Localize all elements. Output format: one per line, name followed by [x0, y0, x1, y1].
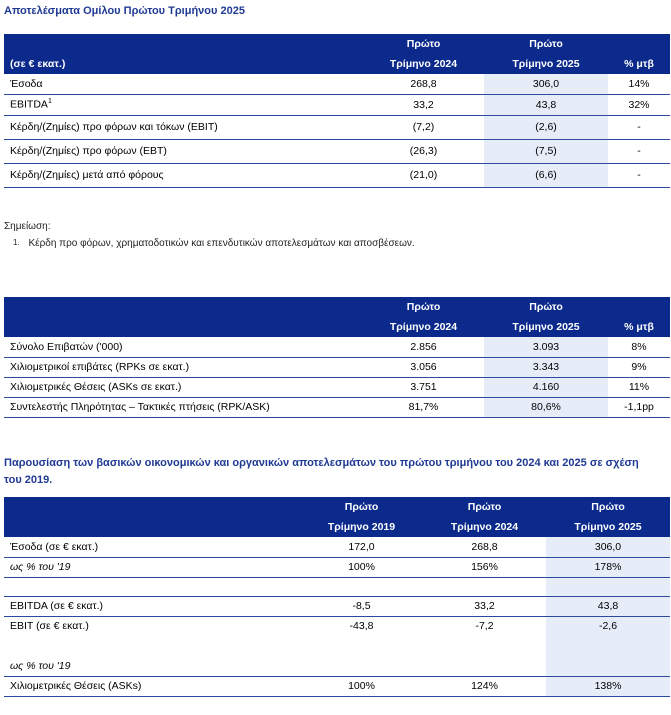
table-row — [4, 377, 670, 397]
col-header: Πρώτο — [300, 497, 423, 517]
cell: 33,2 — [363, 94, 484, 115]
col-header: Πρώτο — [363, 34, 484, 54]
cell: 178% — [546, 557, 670, 577]
table-row — [4, 139, 670, 163]
cell: -2,6 — [546, 616, 670, 636]
table-row — [4, 357, 670, 377]
table-header-row — [4, 497, 670, 517]
col-header: Πρώτο — [484, 297, 608, 317]
cell: -8,5 — [300, 596, 423, 616]
cell: - — [608, 163, 670, 187]
cell: 100% — [300, 557, 423, 577]
cell: 306,0 — [484, 74, 608, 94]
note-heading: Σημείωση: — [4, 221, 51, 232]
row-label: ως % του '19 — [4, 656, 300, 676]
row-label: Κέρδη/(Ζημίες) προ φόρων (EBT) — [4, 139, 363, 163]
row-label: Έσοδα (σε € εκατ.) — [4, 537, 300, 557]
row-label: Συντελεστής Πληρότητας – Τακτικές πτήσεις (RPK/ASK) — [4, 397, 363, 417]
cell: 124% — [423, 676, 546, 696]
cell: 80,6% — [484, 397, 608, 417]
cell: 156% — [423, 557, 546, 577]
footnote — [13, 238, 415, 249]
cell: 3.751 — [363, 377, 484, 397]
row-label: Έσοδα — [4, 74, 363, 94]
col-header: Πρώτο — [363, 297, 484, 317]
row-label: Χιλιομετρικοί επιβάτες (RPKs σε εκατ.) — [4, 357, 363, 377]
col-header: Τρίμηνο 2019 — [300, 517, 423, 537]
table-row — [4, 596, 670, 616]
spacer-row — [4, 636, 670, 656]
traffic-table — [4, 297, 670, 418]
col-header: Πρώτο — [546, 497, 670, 517]
table-row — [4, 616, 670, 636]
col-header: Τρίμηνο 2025 — [484, 317, 608, 337]
cell: 43,8 — [484, 94, 608, 115]
row-label: EBIT (σε € εκατ.) — [10, 620, 89, 633]
cell: 268,8 — [363, 74, 484, 94]
cell: -43,8 — [349, 620, 374, 633]
unit-label: (σε € εκατ.) — [4, 54, 363, 74]
cell: (7,2) — [363, 115, 484, 139]
cell: 3.056 — [363, 357, 484, 377]
table-header-row — [4, 34, 670, 54]
row-label: Κέρδη/(Ζημίες) προ φόρων και τόκων (EBIT) — [4, 115, 363, 139]
row-label: ως % του '19 — [4, 557, 300, 577]
cell: 11% — [608, 377, 670, 397]
cell: 81,7% — [363, 397, 484, 417]
cell: 8% — [608, 337, 670, 357]
table1-title: Αποτελέσματα Ομίλου Πρώτου Τριμήνου 2025 — [4, 5, 245, 17]
cell: 268,8 — [423, 537, 546, 557]
table-row — [4, 74, 670, 94]
col-header: Τρίμηνο 2024 — [363, 54, 484, 74]
table-row — [4, 337, 670, 357]
col-header: % μτβ — [608, 54, 670, 74]
table-row — [4, 656, 670, 676]
table3-title: Παρουσίαση των βασικών οικονομικών και οργανικών αποτελεσμάτων του πρώτου τριμήνου του 2024 και 2025 σε σχέση του 2019. — [4, 457, 639, 486]
cell — [300, 656, 423, 676]
col-header: % μτβ — [608, 317, 670, 337]
col-header: Τρίμηνο 2025 — [546, 517, 670, 537]
row-label: Κέρδη/(Ζημίες) μετά από φόρους — [4, 163, 363, 187]
col-header: Τρίμηνο 2025 — [484, 54, 608, 74]
row-label: Χιλιομετρικές Θέσεις (ASKs σε εκατ.) — [4, 377, 363, 397]
row-label: Σύνολο Επιβατών ('000) — [4, 337, 363, 357]
row-label: EBITDA (σε € εκατ.) — [4, 596, 300, 616]
cell: 100% — [300, 676, 423, 696]
results-table — [4, 34, 670, 188]
cell: 9% — [608, 357, 670, 377]
col-header: Πρώτο — [423, 497, 546, 517]
cell: 172,0 — [300, 537, 423, 557]
cell: (7,5) — [484, 139, 608, 163]
comparison-table — [4, 497, 670, 697]
cell: - — [608, 115, 670, 139]
cell: -7,2 — [475, 620, 494, 633]
cell: (6,6) — [484, 163, 608, 187]
cell: 33,2 — [423, 596, 546, 616]
cell: 4.160 — [484, 377, 608, 397]
cell: 32% — [608, 94, 670, 115]
table-header-row — [4, 54, 670, 74]
col-header: Πρώτο — [484, 34, 608, 54]
cell: 43,8 — [546, 596, 670, 616]
footnote-marker: 1 — [47, 98, 52, 106]
cell: (2,6) — [484, 115, 608, 139]
footnote-text: Κέρδη προ φόρων, χρηματοδοτικών και επενδυτικών αποτελεσμάτων και αποσβέσεων. — [28, 238, 415, 249]
footnote-number: 1. — [13, 238, 20, 247]
table-row — [4, 94, 670, 115]
table-row — [4, 537, 670, 557]
cell: - — [608, 139, 670, 163]
row-label: Χιλιομετρικές Θέσεις (ASKs) — [4, 676, 300, 696]
table-row — [4, 163, 670, 187]
cell: 138% — [546, 676, 670, 696]
table-row — [4, 397, 670, 417]
col-header: Τρίμηνο 2024 — [423, 517, 546, 537]
cell: -1,1pp — [608, 397, 670, 417]
cell: 3.093 — [484, 337, 608, 357]
cell: 3.343 — [484, 357, 608, 377]
table-header-row — [4, 317, 670, 337]
row-label: EBITDA$^1$ — [4, 94, 363, 115]
cell: 306,0 — [546, 537, 670, 557]
cell — [546, 656, 670, 676]
col-header: Τρίμηνο 2024 — [363, 317, 484, 337]
cell: (21,0) — [363, 163, 484, 187]
cell: 14% — [608, 74, 670, 94]
spacer-row — [4, 577, 670, 596]
cell — [423, 656, 546, 676]
table-row — [4, 676, 670, 696]
cell: (26,3) — [363, 139, 484, 163]
table-header-row — [4, 297, 670, 317]
table-row — [4, 115, 670, 139]
table-row — [4, 557, 670, 577]
cell: 2.856 — [363, 337, 484, 357]
table-header-row — [4, 517, 670, 537]
